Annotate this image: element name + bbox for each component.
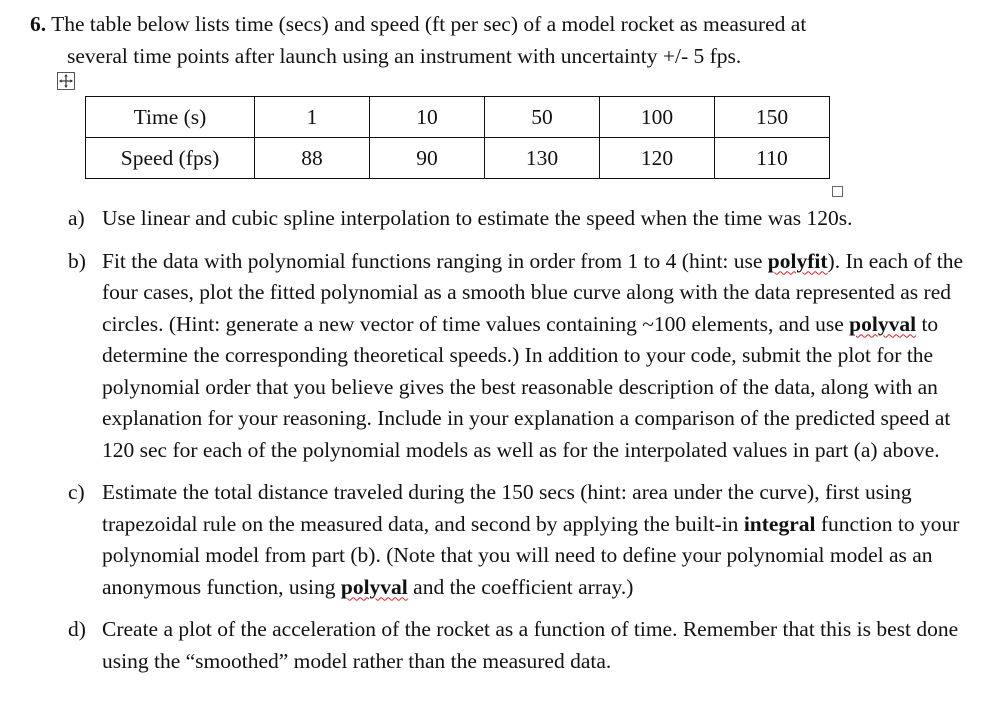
part-marker: c)	[68, 480, 85, 504]
table-cell: 1	[255, 97, 370, 138]
keyword-polyval: polyval	[849, 311, 917, 336]
data-table	[85, 96, 830, 179]
question-text-line2: several time points after launch using an instrument with uncertainty +/- 5 fps.	[67, 44, 742, 68]
table-cell: 90	[370, 138, 485, 179]
table-row-speed	[86, 138, 830, 179]
part-a	[0, 203, 972, 235]
part-c	[0, 477, 972, 603]
part-text: Create a plot of the acceleration of the rocket as a function of time. Remember that this is best done using the “smoothed” model rather than the measured data.	[102, 617, 959, 673]
part-text: Use linear and cubic spline interpolation to estimate the speed when the time was 120s.	[102, 206, 853, 230]
table-cell: 150	[715, 97, 830, 138]
table-move-handle-icon[interactable]	[57, 72, 75, 90]
part-marker: d)	[68, 617, 86, 641]
keyword-polyval: polyval	[340, 574, 408, 599]
question-number: 6.	[30, 12, 47, 36]
part-text: function to your polynomial model from part (b). (Note that you will need to define your polynomial model as an anonymous function, using	[102, 511, 960, 599]
table-row-time	[86, 97, 830, 138]
part-marker: b)	[68, 248, 86, 273]
table-resize-handle[interactable]	[832, 186, 843, 197]
part-marker: a)	[68, 206, 85, 230]
table-cell: 100	[600, 97, 715, 138]
keyword-integral: integral	[743, 511, 816, 536]
part-text: ). In each of the four cases, plot the fitted polynomial as a smooth blue curve along with the data represented as red circles. (Hint: generate a new vector of time values containing ~100 elements, and use	[102, 248, 964, 336]
question-text-line1: The table below lists time (secs) and speed (ft per sec) of a model rocket as measured at	[51, 12, 807, 36]
part-text: and the coefficient array.)	[407, 574, 634, 599]
table-cell: 130	[485, 138, 600, 179]
table-cell: 10	[370, 97, 485, 138]
part-text: to determine the corresponding theoretical speeds.) In addition to your code, submit the plot for the polynomial order that you believe gives the best reasonable description of the data, along with an explanation for your reasoning. Include in your explanation a comparison of the predicted speed at 120 sec for each of the polynomial models as well as for the interpolated values in part (a) above.	[102, 311, 951, 462]
table-cell: 88	[255, 138, 370, 179]
question-header	[30, 8, 970, 72]
table-row-header: Speed (fps)	[86, 138, 255, 179]
question-parts-list	[0, 203, 988, 688]
table-row-header: Time (s)	[86, 97, 255, 138]
part-b	[0, 246, 972, 467]
part-d	[0, 614, 972, 677]
table-cell: 120	[600, 138, 715, 179]
table-cell: 110	[715, 138, 830, 179]
table-cell: 50	[485, 97, 600, 138]
keyword-polyfit: polyfit	[767, 248, 828, 273]
part-text: Fit the data with polynomial functions ranging in order from 1 to 4 (hint: use	[102, 248, 768, 273]
part-text: Estimate the total distance traveled during the 150 secs (hint: area under the curve), first using trapezoidal rule on the measured data, and second by applying the built-in	[102, 480, 912, 536]
